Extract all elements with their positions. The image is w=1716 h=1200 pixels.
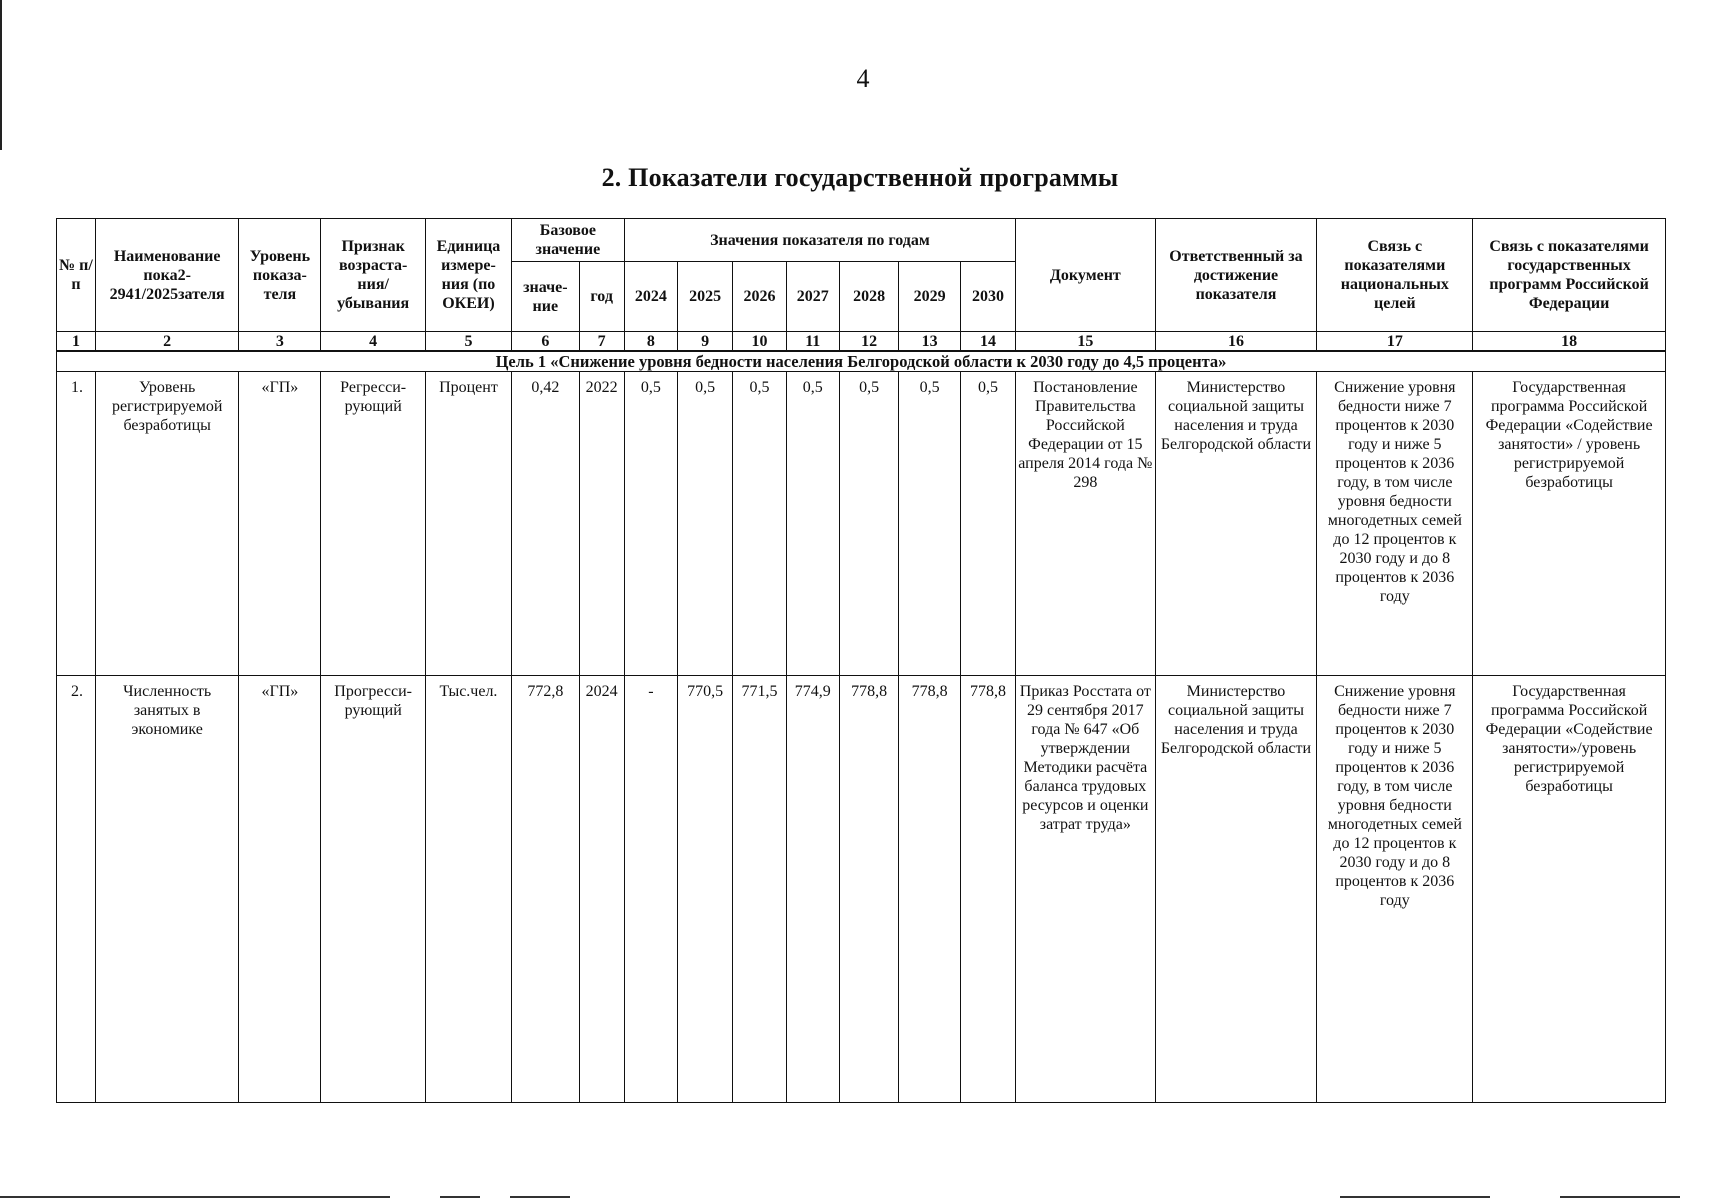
year-value: 778,8 xyxy=(960,676,1015,1103)
indicator-responsible: Министерство социальной защиты населения и труда Белгородской области xyxy=(1155,371,1317,676)
section-title: 2. Показатели государственной программы xyxy=(601,163,1119,192)
year-value: - xyxy=(624,676,677,1103)
column-number: 10 xyxy=(733,332,786,352)
header-year: 2026 xyxy=(733,262,786,332)
header-year: 2030 xyxy=(960,262,1015,332)
indicator-name: Уровень регистрируемой безработицы xyxy=(95,371,238,676)
column-number: 5 xyxy=(425,332,511,352)
header-year: 2025 xyxy=(678,262,733,332)
link-national-goals: Снижение уровня бедности ниже 7 процентов к 2030 году и ниже 5 процентов к 2036 году, в том числе уровня бедности многодетных семей до 12 процентов к 2030 году и до 8 процентов к 2036 году xyxy=(1317,371,1473,676)
column-number: 18 xyxy=(1473,332,1666,352)
column-number: 17 xyxy=(1317,332,1473,352)
column-number: 15 xyxy=(1016,332,1155,352)
header-base-group: Базовое значение xyxy=(512,219,625,262)
table-row xyxy=(57,371,1666,676)
column-number-row xyxy=(57,332,1666,352)
header-year: 2024 xyxy=(624,262,677,332)
indicators-table-wrapper xyxy=(56,218,1666,1103)
column-number: 12 xyxy=(839,332,898,352)
indicator-document: Приказ Росстата от 29 сентября 2017 года № 647 «Об утверждении Методики расчёта баланса трудовых ресурсов и оценки затрат труда» xyxy=(1016,676,1155,1103)
header-base-year: год xyxy=(579,262,624,332)
header-level: Уровень показа-теля xyxy=(239,219,321,332)
row-number: 1. xyxy=(57,371,96,676)
column-number: 11 xyxy=(786,332,839,352)
column-number: 13 xyxy=(899,332,960,352)
header-year: 2028 xyxy=(839,262,898,332)
year-value: 0,5 xyxy=(733,371,786,676)
header-responsible: Ответственный за достижение показателя xyxy=(1155,219,1317,332)
column-number: 7 xyxy=(579,332,624,352)
header-document: Документ xyxy=(1016,219,1155,332)
link-state-programs: Государственная программа Российской Федерации «Содействие занятости» / уровень регистрируемой безработицы xyxy=(1473,371,1666,676)
year-value: 0,5 xyxy=(624,371,677,676)
base-year: 2024 xyxy=(579,676,624,1103)
column-number: 6 xyxy=(512,332,580,352)
column-number: 1 xyxy=(57,332,96,352)
column-number: 3 xyxy=(239,332,321,352)
indicator-unit: Процент xyxy=(425,371,511,676)
link-state-programs: Государственная программа Российской Федерации «Содействие занятости»/уровень регистрируемой безработицы xyxy=(1473,676,1666,1103)
indicator-name: Численность занятых в экономике xyxy=(95,676,238,1103)
header-base-value: значе-ние xyxy=(512,262,580,332)
indicator-document: Постановление Правительства Российской Федерации от 15 апреля 2014 года № 298 xyxy=(1016,371,1155,676)
header-years-group: Значения показателя по годам xyxy=(624,219,1015,262)
year-value: 0,5 xyxy=(960,371,1015,676)
year-value: 778,8 xyxy=(839,676,898,1103)
row-number: 2. xyxy=(57,676,96,1103)
year-value: 771,5 xyxy=(733,676,786,1103)
column-number: 9 xyxy=(678,332,733,352)
header-name: Наименование пока2-2941/2025зателя xyxy=(95,219,238,332)
header-num: № п/п xyxy=(57,219,96,332)
year-value: 774,9 xyxy=(786,676,839,1103)
column-number: 8 xyxy=(624,332,677,352)
indicator-trend: Регресси-рующий xyxy=(321,371,426,676)
header-year: 2029 xyxy=(899,262,960,332)
year-value: 770,5 xyxy=(678,676,733,1103)
base-value: 772,8 xyxy=(512,676,580,1103)
indicators-table xyxy=(56,218,1666,1103)
column-number: 14 xyxy=(960,332,1015,352)
indicator-responsible: Министерство социальной защиты населения и труда Белгородской области xyxy=(1155,676,1317,1103)
base-value: 0,42 xyxy=(512,371,580,676)
column-number: 2 xyxy=(95,332,238,352)
header-unit: Единица измере-ния (по ОКЕИ) xyxy=(425,219,511,332)
column-number: 16 xyxy=(1155,332,1317,352)
year-value: 0,5 xyxy=(839,371,898,676)
goal-text: Цель 1 «Снижение уровня бедности населения Белгородской области к 2030 году до 4,5 процента» xyxy=(57,351,1666,371)
table-row xyxy=(57,676,1666,1103)
scan-edge-bottom xyxy=(0,1196,1716,1198)
indicator-unit: Тыс.чел. xyxy=(425,676,511,1103)
base-year: 2022 xyxy=(579,371,624,676)
year-value: 0,5 xyxy=(678,371,733,676)
indicator-trend: Прогресси-рующий xyxy=(321,676,426,1103)
header-year: 2027 xyxy=(786,262,839,332)
year-value: 0,5 xyxy=(899,371,960,676)
page-number: 4 xyxy=(856,64,870,93)
year-value: 778,8 xyxy=(899,676,960,1103)
scan-edge xyxy=(0,0,2,150)
indicator-level: «ГП» xyxy=(239,676,321,1103)
header-link-national: Связь с показателями национальных целей xyxy=(1317,219,1473,332)
header-trend: Признак возраста-ния/ убывания xyxy=(321,219,426,332)
link-national-goals: Снижение уровня бедности ниже 7 процентов к 2030 году и ниже 5 процентов к 2036 году, в том числе уровня бедности многодетных семей до 12 процентов к 2030 году и до 8 процентов к 2036 году xyxy=(1317,676,1473,1103)
year-value: 0,5 xyxy=(786,371,839,676)
column-number: 4 xyxy=(321,332,426,352)
goal-row xyxy=(57,351,1666,371)
indicator-level: «ГП» xyxy=(239,371,321,676)
header-link-state: Связь с показателями государственных программ Российской Федерации xyxy=(1473,219,1666,332)
